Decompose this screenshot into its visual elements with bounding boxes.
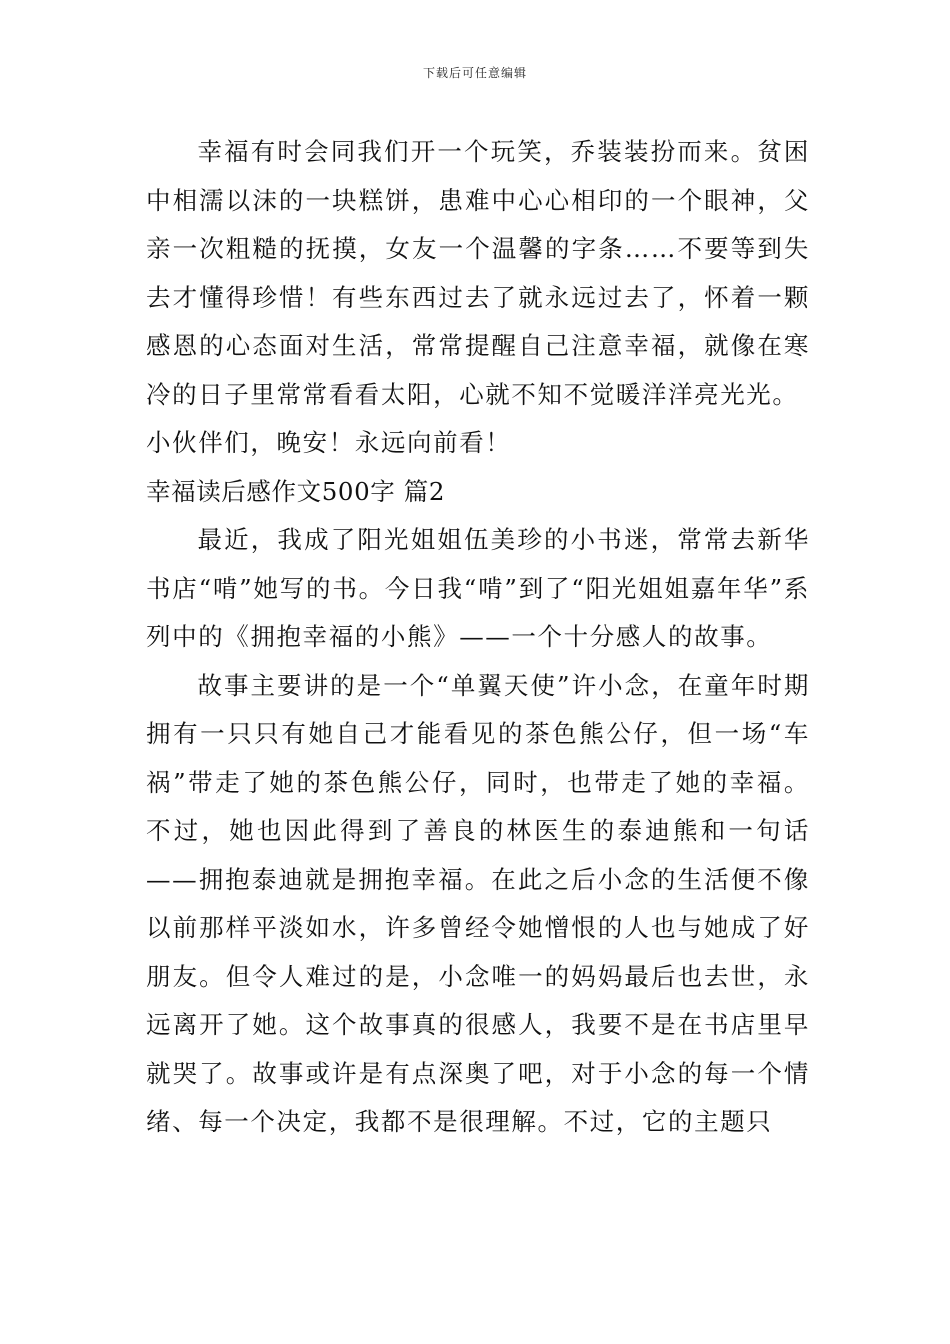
document-body bbox=[146, 128, 810, 1147]
paragraph-happiness-reflection: 幸福有时会同我们开一个玩笑，乔装装扮而来。贫困中相濡以沫的一块糕饼，患难中心心相印的一个眼神，父亲一次粗糙的抚摸，女友一个温馨的字条……不要等到失去才懂得珍惜！有些东西过去了就永远过去了，怀着一颗感恩的心态面对生活，常常提醒自己注意幸福，就像在寒冷的日子里常常看看太阳，心就不知不觉暖洋洋亮光光。 bbox=[146, 137, 810, 409]
essay-heading: 幸福读后感作文500字 篇2 bbox=[146, 476, 446, 506]
paragraph-story-summary: 故事主要讲的是一个“单翼天使”许小念，在童年时期拥有一只只有她自己才能看见的茶色熊公仔，但一场“车祸”带走了她的茶色熊公仔，同时，也带走了她的幸福。不过，她也因此得到了善良的林医生的泰迪熊和一句话——拥抱泰迪就是拥抱幸福。在此之后小念的生活便不像以前那样平淡如水，许多曾经令她憎恨的人也与她成了好朋友。但令人难过的是，小念唯一的妈妈最后也去世，永远离开了她。这个故事真的很感人，我要不是在书店里早就哭了。故事或许是有点深奥了吧，对于小念的每一个情绪、每一个决定，我都不是很理解。不过，它的主题只 bbox=[146, 670, 810, 1136]
paragraph-goodnight: 小伙伴们，晚安！永远向前看！ bbox=[146, 428, 512, 457]
header-note: 下载后可任意编辑 bbox=[422, 66, 527, 80]
paragraph-book-intro: 最近，我成了阳光姐姐伍美珍的小书迷，常常去新华书店“啃”她写的书。今日我“啃”到了“阳光姐姐嘉年华”系列中的《拥抱幸福的小熊》——一个十分感人的故事。 bbox=[146, 525, 810, 651]
